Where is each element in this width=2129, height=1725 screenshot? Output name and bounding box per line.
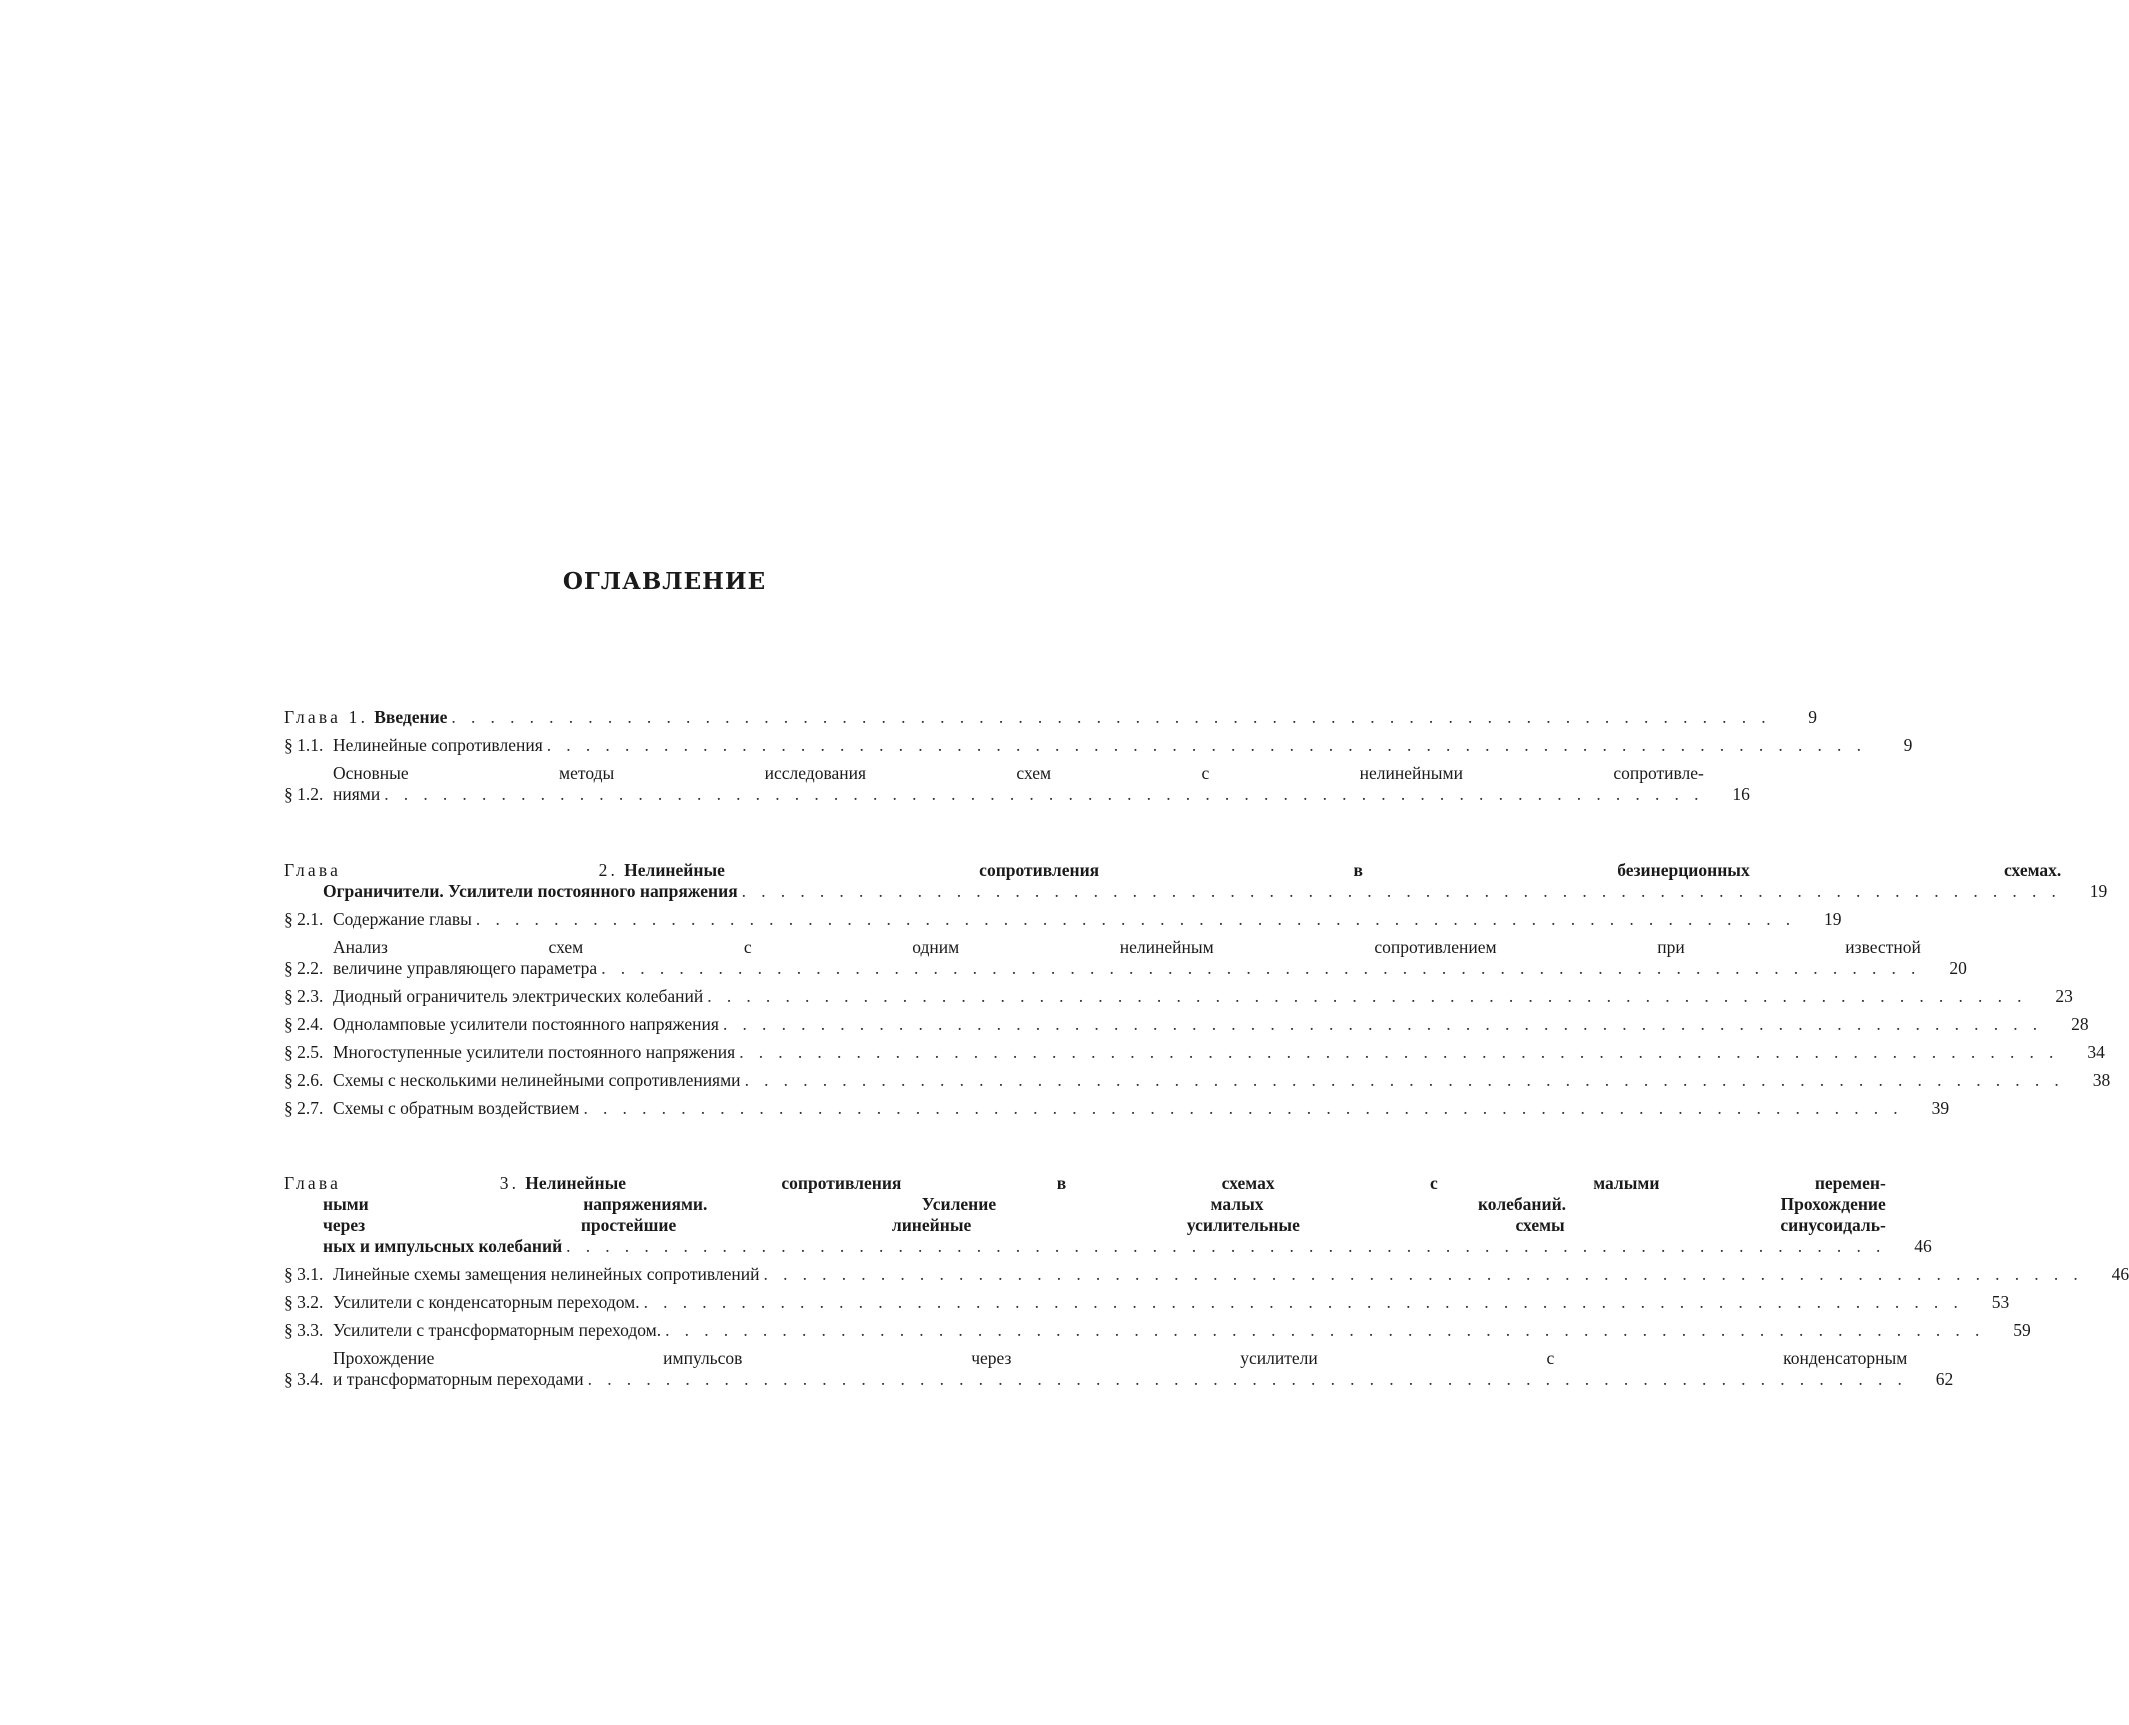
section-title: Усилители с трансформаторным переходом.: [333, 1320, 662, 1340]
page-number: 19: [1824, 909, 1842, 929]
leader-dots: . . . . . . . . . . . . . . . . . . . . . . . . . . . . . . . . . . . . . . . . . . . . . . . . . . . . . . . . . . . . . . . . . . . .: [583, 1098, 1904, 1118]
toc-entry[interactable]: [284, 1348, 1954, 1390]
section-title-line: и трансформаторным переходами: [333, 1369, 584, 1389]
chapter-label: Глава 2.: [284, 860, 619, 880]
chapter-3: [284, 1173, 2129, 1390]
page-number: 16: [1732, 784, 1750, 804]
leader-dots: . . . . . . . . . . . . . . . . . . . . . . . . . . . . . . . . . . . . . . . . . . . . . . . . . . . . . . . . . . . . . . . . . . . .: [546, 735, 1867, 755]
section-number: § 2.4.: [284, 1014, 324, 1034]
page-number: 62: [1935, 1369, 1954, 1389]
leader-dots: . . . . . . . . . . . . . . . . . . . . . . . . . . . . . . . . . . . . . . . . . . . . . . . . . . . . . . . . . . . . . . . . . . . .: [566, 1236, 1886, 1256]
chapter-heading[interactable]: [284, 1173, 1932, 1257]
leader-dots: . . . . . . . . . . . . . . . . . . . . . . . . . . . . . . . . . . . . . . . . . . . . . . . . . . . . . . . . . . . . . . . . . . . .: [384, 784, 1704, 804]
page-number: 9: [1903, 735, 1913, 755]
toc-entry[interactable]: [284, 909, 1842, 930]
section-title: Многоступенные усилители постоянного напряжения: [333, 1042, 736, 1062]
section-title: Схемы с обратным воздействием: [333, 1098, 580, 1118]
leader-dots: . . . . . . . . . . . . . . . . . . . . . . . . . . . . . . . . . . . . . . . . . . . . . . . . . . . . . . . . . . . . . . . . . . . .: [744, 1070, 2065, 1090]
table-of-contents: [284, 0, 2129, 1725]
chapter-label: Глава 3.: [284, 1173, 520, 1193]
section-number: § 2.3.: [284, 986, 324, 1006]
page-number: 23: [2055, 986, 2073, 1006]
toc-entry[interactable]: [284, 1042, 2105, 1063]
toc-entry[interactable]: [284, 1014, 2089, 1035]
page-number: 19: [2089, 881, 2108, 901]
page-number: 53: [1991, 1292, 2010, 1312]
toc-entry[interactable]: [284, 1320, 2031, 1341]
section-number: § 3.2.: [284, 1292, 324, 1312]
leader-dots: . . . . . . . . . . . . . . . . . . . . . . . . . . . . . . . . . . . . . . . . . . . . . . . . . . . . . . . . . . . . . . . . . . . .: [741, 881, 2062, 901]
chapter-title-line: ных и импульсных колебаний: [323, 1236, 563, 1256]
chapter-title-line: Нелинейные сопротивления в безинерционных схемах.: [624, 860, 2062, 880]
section-title-line: величине управляющего параметра: [333, 958, 598, 978]
leader-dots: . . . . . . . . . . . . . . . . . . . . . . . . . . . . . . . . . . . . . . . . . . . . . . . . . . . . . . . . . . . . . . . . . . . .: [587, 1369, 1908, 1389]
chapter-title-line: ными напряжениями. Усиление малых колебаний. Прохождение: [323, 1194, 1886, 1214]
leader-dots: . . . . . . . . . . . . . . . . . . . . . . . . . . . . . . . . . . . . . . . . . . . . . . . . . . . . . . . . . . . . . . . . . . . .: [722, 1014, 2043, 1034]
toc-entry[interactable]: [284, 937, 1967, 979]
leader-dots: . . . . . . . . . . . . . . . . . . . . . . . . . . . . . . . . . . . . . . . . . . . . . . . . . . . . . . . . . . . . . . . . . . . .: [451, 707, 1772, 727]
leader-dots: . . . . . . . . . . . . . . . . . . . . . . . . . . . . . . . . . . . . . . . . . . . . . . . . . . . . . . . . . . . . . . . . . . . .: [707, 986, 2027, 1006]
section-title: Линейные схемы замещения нелинейных сопротивлений: [333, 1264, 760, 1284]
leader-dots: . . . . . . . . . . . . . . . . . . . . . . . . . . . . . . . . . . . . . . . . . . . . . . . . . . . . . . . . . . . . . . . . . . . .: [739, 1042, 2059, 1062]
section-title-line: ниями: [333, 784, 381, 804]
toc-entry[interactable]: [284, 986, 2073, 1007]
section-number: § 3.1.: [284, 1264, 324, 1284]
chapter-heading[interactable]: [284, 707, 1818, 728]
section-title-line: Прохождение импульсов через усилители с конденсаторным: [333, 1348, 1908, 1368]
section-title: Диодный ограничитель электрических колебаний: [333, 986, 704, 1006]
chapter-title-line: через простейшие линейные усилительные схемы синусоидаль-: [323, 1215, 1886, 1235]
section-number: § 2.2.: [284, 958, 324, 978]
chapter-title-line: Нелинейные сопротивления в схемах с малыми перемен-: [525, 1173, 1886, 1193]
toc-entry[interactable]: [284, 735, 1913, 756]
page-number: 9: [1808, 707, 1818, 727]
page-number: 38: [2092, 1070, 2111, 1090]
section-title: Усилители с конденсаторным переходом.: [333, 1292, 640, 1312]
chapter-title-line: Ограничители. Усилители постоянного напряжения: [323, 881, 738, 901]
toc-entry[interactable]: [284, 1098, 1950, 1119]
page-number: 46: [2111, 1264, 2129, 1284]
chapter-1: [284, 707, 1913, 805]
chapter-title: Введение: [374, 707, 448, 727]
page-number: 34: [2087, 1042, 2105, 1062]
page-number: 59: [2013, 1320, 2031, 1340]
section-title: Содержание главы: [333, 909, 472, 929]
section-title: Одноламповые усилители постоянного напряжения: [333, 1014, 719, 1034]
chapter-label: Глава 1.: [284, 707, 369, 727]
section-number: § 2.5.: [284, 1042, 324, 1062]
leader-dots: . . . . . . . . . . . . . . . . . . . . . . . . . . . . . . . . . . . . . . . . . . . . . . . . . . . . . . . . . . . . . . . . . . . .: [475, 909, 1796, 929]
toc-entry[interactable]: [284, 1292, 2010, 1313]
chapter-2: [284, 860, 2111, 1119]
leader-dots: . . . . . . . . . . . . . . . . . . . . . . . . . . . . . . . . . . . . . . . . . . . . . . . . . . . . . . . . . . . . . . . . . . . .: [601, 958, 1921, 978]
section-number: § 2.1.: [284, 909, 324, 929]
page-title: ОГЛАВЛЕНИЕ: [562, 568, 767, 595]
page-number: 46: [1914, 1236, 1932, 1256]
section-number: § 1.1.: [284, 735, 324, 755]
section-number: § 1.2.: [284, 784, 324, 804]
toc-entry[interactable]: [284, 1264, 2129, 1285]
section-title-line: Основные методы исследования схем с нелинейными сопротивле-: [333, 763, 1704, 783]
section-number: § 2.6.: [284, 1070, 324, 1090]
section-number: § 3.4.: [284, 1369, 324, 1389]
chapter-heading[interactable]: [284, 860, 2108, 902]
page-number: 39: [1931, 1098, 1950, 1118]
toc-entry[interactable]: [284, 1070, 2111, 1091]
leader-dots: . . . . . . . . . . . . . . . . . . . . . . . . . . . . . . . . . . . . . . . . . . . . . . . . . . . . . . . . . . . . . . . . . . . .: [665, 1320, 1985, 1340]
leader-dots: . . . . . . . . . . . . . . . . . . . . . . . . . . . . . . . . . . . . . . . . . . . . . . . . . . . . . . . . . . . . . . . . . . . .: [763, 1264, 2084, 1284]
page-number: 28: [2071, 1014, 2089, 1034]
section-title: Нелинейные сопротивления: [333, 735, 543, 755]
page-number: 20: [1949, 958, 1967, 978]
section-title: Схемы с несколькими нелинейными сопротивлениями: [333, 1070, 741, 1090]
section-title-line: Анализ схем с одним нелинейным сопротивлением при известной: [333, 937, 1921, 957]
section-number: § 3.3.: [284, 1320, 324, 1340]
toc-entry[interactable]: [284, 763, 1750, 805]
leader-dots: . . . . . . . . . . . . . . . . . . . . . . . . . . . . . . . . . . . . . . . . . . . . . . . . . . . . . . . . . . . . . . . . . . . .: [643, 1292, 1964, 1312]
section-number: § 2.7.: [284, 1098, 324, 1118]
